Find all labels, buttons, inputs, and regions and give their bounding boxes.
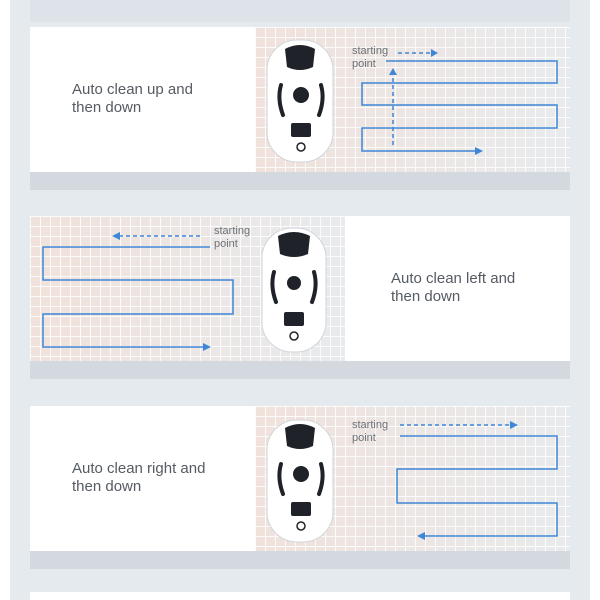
starting-point-label: point <box>352 432 376 444</box>
cleaning-grid <box>30 216 345 361</box>
panel-caption <box>391 270 561 306</box>
panel-right-down <box>30 406 570 551</box>
path-diagram <box>255 27 570 172</box>
starting-point-label: starting <box>214 225 251 237</box>
cleaning-path <box>397 436 557 536</box>
arrow-head <box>389 68 397 75</box>
arrow-head <box>510 421 518 429</box>
caption-line: Auto clean up and <box>72 81 193 98</box>
next-panel-edge <box>30 592 570 600</box>
panel-caption <box>72 460 242 496</box>
robot-cleaner <box>267 420 333 542</box>
cleaning-grid <box>255 406 570 551</box>
arrow-head <box>417 532 425 540</box>
arrow-head <box>203 343 211 351</box>
arrow-head <box>475 147 483 155</box>
cleaning-path <box>43 247 233 347</box>
caption-line: then down <box>72 478 142 495</box>
caption-area <box>30 406 255 551</box>
caption-line: then down <box>391 288 461 305</box>
panel-shadow <box>30 551 570 569</box>
starting-point-label: point <box>214 238 238 250</box>
panel-up-down <box>30 27 570 172</box>
panel-caption <box>72 81 242 117</box>
path-diagram <box>30 216 345 361</box>
top-panel-edge <box>30 0 570 22</box>
starting-point-label: starting <box>352 45 389 57</box>
caption-line: then down <box>72 99 142 116</box>
arrow-head <box>431 49 438 57</box>
path-diagram <box>255 406 570 551</box>
caption-area <box>30 27 255 172</box>
cleaning-grid <box>255 27 570 172</box>
caption-line: Auto clean left and <box>391 270 516 287</box>
caption-area <box>345 216 570 361</box>
robot-cleaner <box>267 40 333 162</box>
arrow-head <box>112 232 120 240</box>
panel-left-down <box>30 216 570 361</box>
caption-line: Auto clean right and <box>72 460 206 477</box>
panel-shadow <box>30 172 570 190</box>
starting-point-label: starting <box>352 419 389 431</box>
robot-cleaner <box>262 228 326 352</box>
panel-shadow <box>30 361 570 379</box>
starting-point-label: point <box>352 58 376 70</box>
